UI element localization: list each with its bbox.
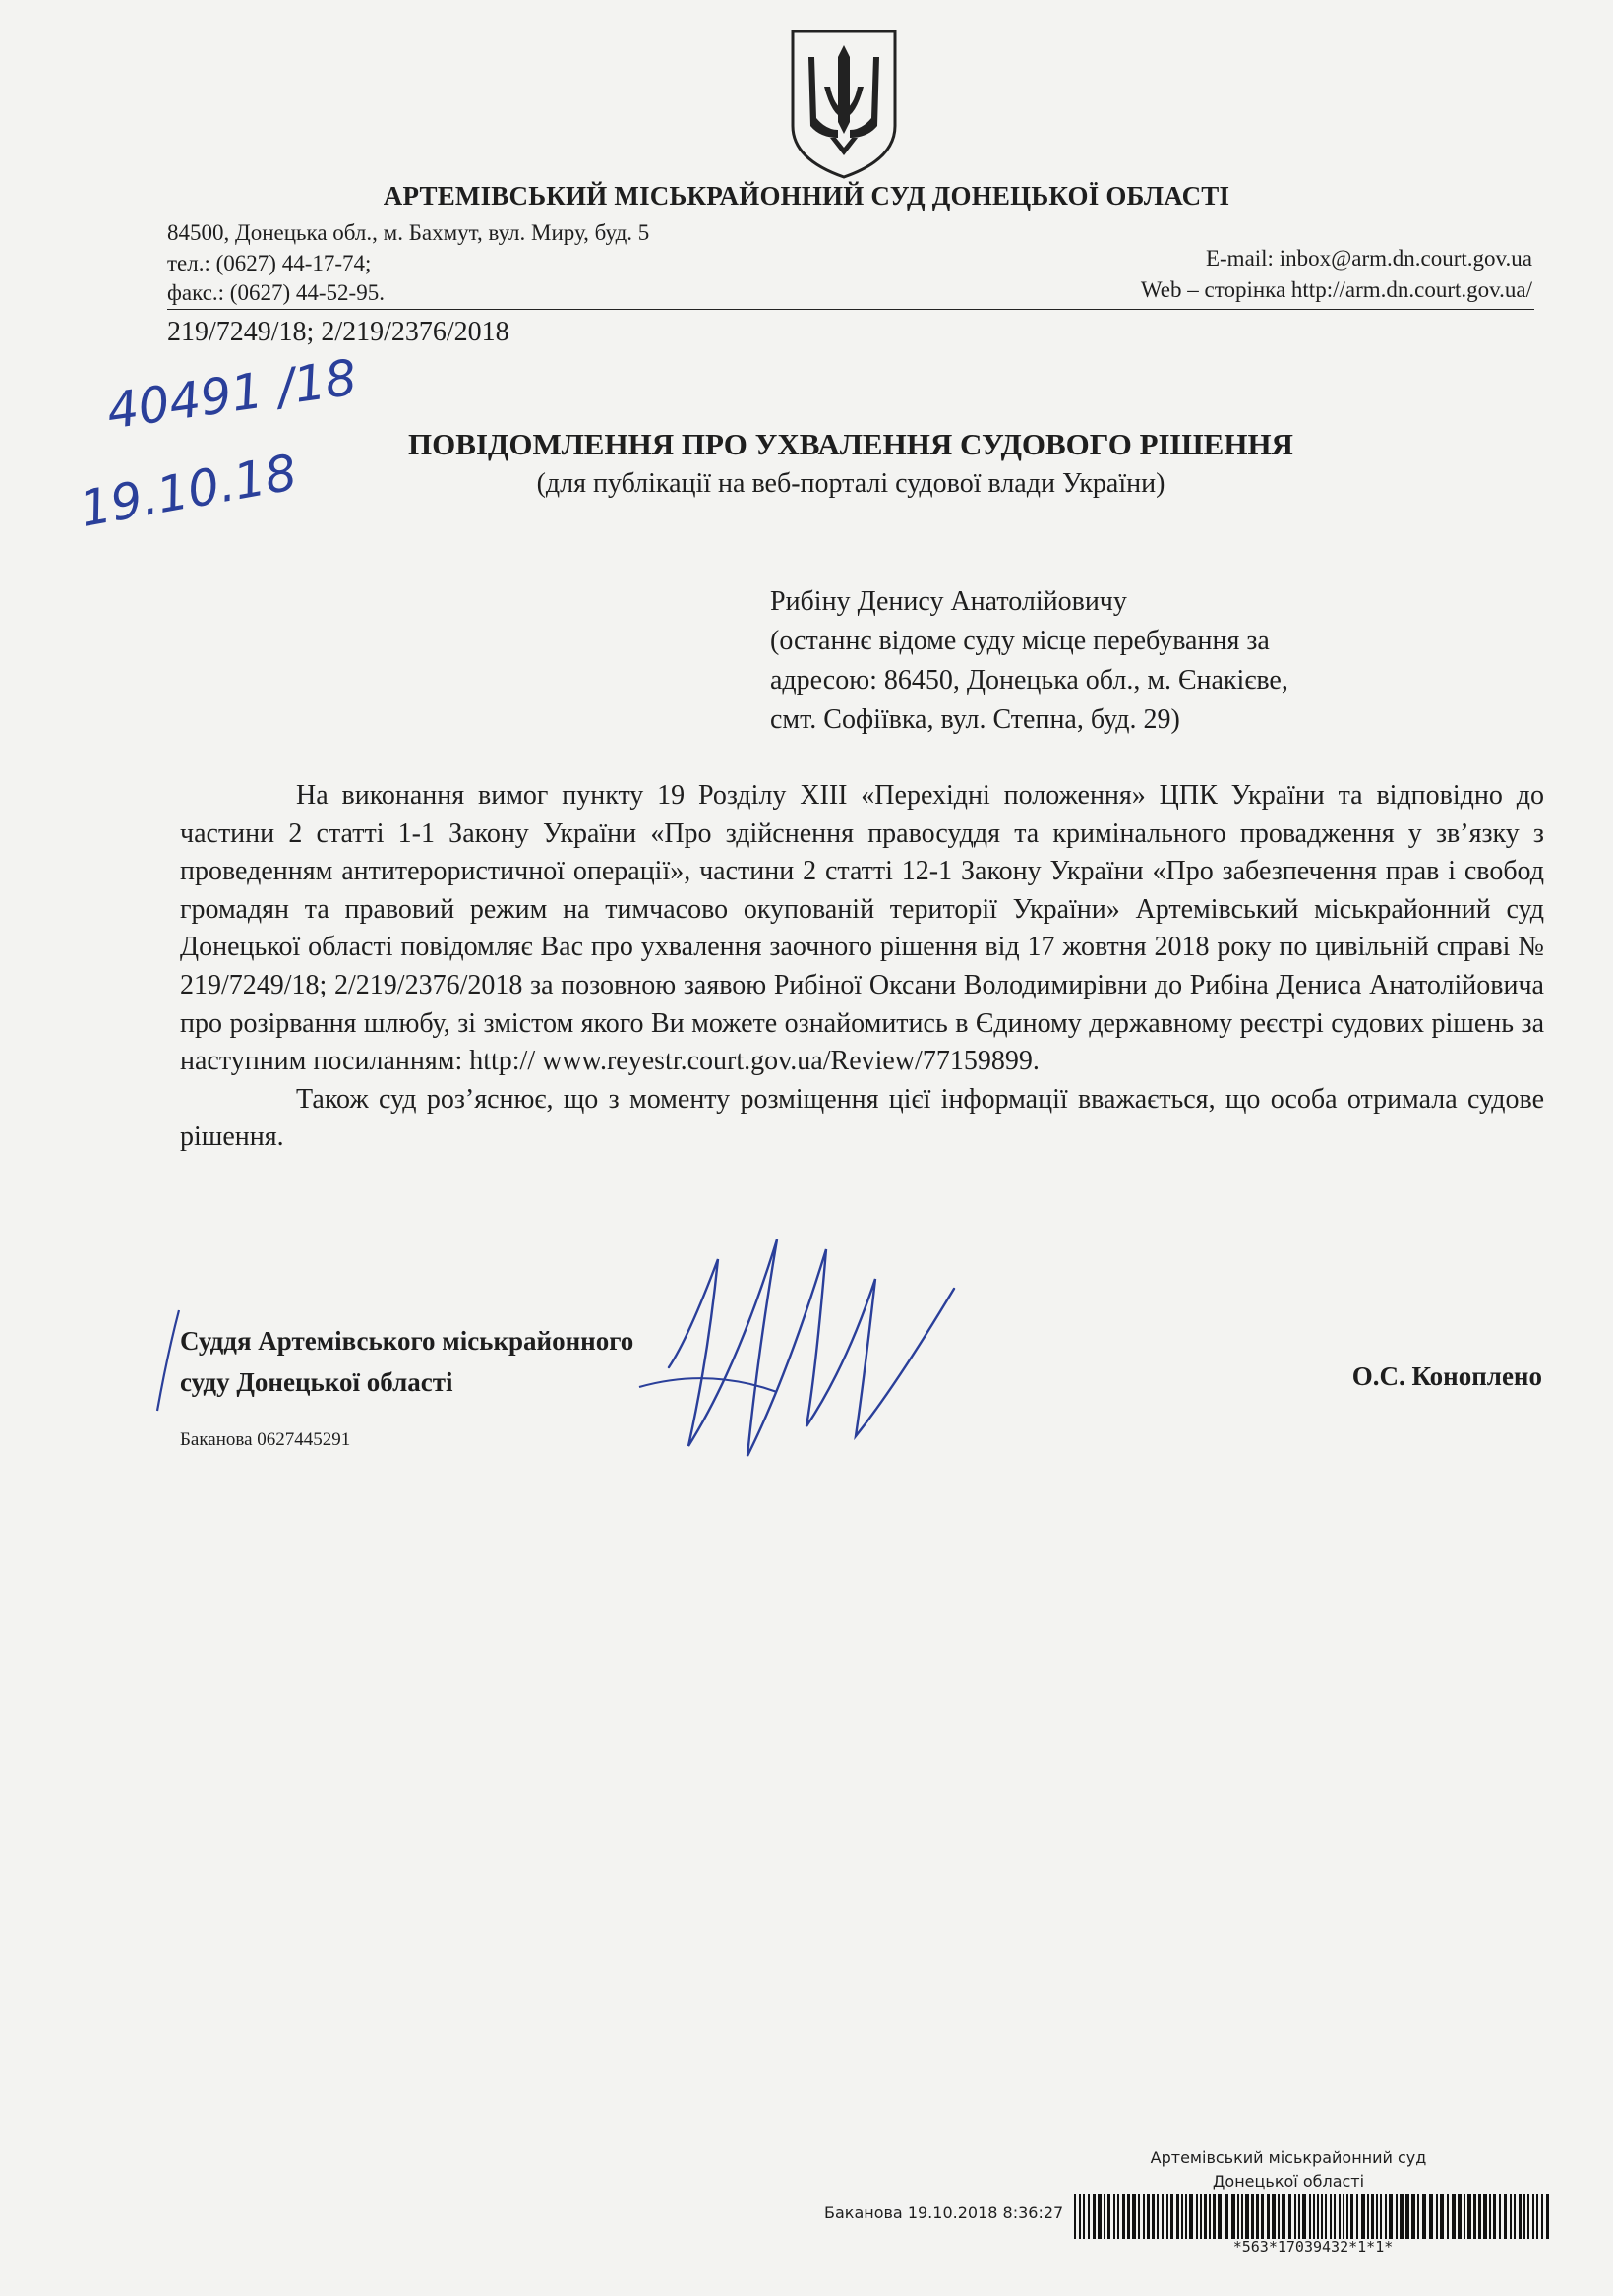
barcode-bar [1458, 2194, 1462, 2239]
barcode-bar [1385, 2194, 1387, 2239]
barcode-bar [1440, 2194, 1444, 2239]
barcode-bar [1493, 2194, 1496, 2239]
barcode-bar [1464, 2194, 1465, 2239]
barcode-bar [1302, 2194, 1306, 2239]
court-email: E-mail: inbox@arm.dn.court.gov.ua [1205, 246, 1532, 271]
barcode-bar [1371, 2194, 1374, 2239]
barcode-bar [1251, 2194, 1254, 2239]
recipient-name: Рибіну Денису Анатолійовичу [770, 586, 1127, 617]
barcode-bar [1241, 2194, 1243, 2239]
barcode-bar [1489, 2194, 1491, 2239]
stamp-org-line: Артемівський міськрайонний суд [1150, 2148, 1427, 2167]
barcode-bar [1546, 2194, 1549, 2239]
barcode-bar [1350, 2194, 1353, 2239]
recipient-address-line: смт. Софіївка, вул. Степна, буд. 29) [770, 704, 1180, 735]
barcode-bar [1422, 2194, 1426, 2239]
recipient-address-line: адресою: 86450, Донецька обл., м. Єнакієве, [770, 665, 1288, 695]
barcode-bar [1185, 2194, 1187, 2239]
stamp-org-line: Донецької області [1212, 2172, 1365, 2191]
barcode-bar [1122, 2194, 1125, 2239]
barcode-bar [1278, 2194, 1280, 2239]
barcode-bar [1113, 2194, 1115, 2239]
barcode-bar [1245, 2194, 1249, 2239]
barcode-bar [1452, 2194, 1456, 2239]
barcode-bar [1334, 2194, 1336, 2239]
case-numbers: 219/7249/18; 2/219/2376/2018 [167, 317, 509, 347]
barcode-bar [1166, 2194, 1168, 2239]
barcode-bar [1532, 2194, 1534, 2239]
barcode-bar [1088, 2194, 1090, 2239]
barcode-bar [1225, 2194, 1228, 2239]
barcode-bar [1213, 2194, 1216, 2239]
barcode-bar [1117, 2194, 1119, 2239]
barcode-bar [1541, 2194, 1543, 2239]
barcode-number: *563*17039432*1*1* [1232, 2238, 1394, 2256]
barcode-bar [1079, 2194, 1081, 2239]
coat-of-arms-icon [787, 28, 901, 181]
court-name: АРТЕМІВСЬКИЙ МІСЬКРАЙОННИЙ СУД ДОНЕЦЬКОЇ ОБЛАСТІ [383, 181, 1230, 211]
barcode-bar [1204, 2194, 1207, 2239]
barcode-bar [1104, 2194, 1105, 2239]
barcode-bar [1330, 2194, 1332, 2239]
header-divider [167, 309, 1534, 310]
barcode-bar [1405, 2194, 1409, 2239]
barcode-bar [1261, 2194, 1264, 2239]
judge-title-line: суду Донецької області [180, 1367, 453, 1397]
barcode-bar [1272, 2194, 1276, 2239]
body-text [180, 777, 1544, 1157]
barcode-bar [1282, 2194, 1285, 2239]
recipient-address-line: (останнє відоме суду місце перебування за [770, 626, 1270, 656]
barcode-bar [1181, 2194, 1183, 2239]
barcode-bar [1132, 2194, 1136, 2239]
executor-contact: Баканова 0627445291 [180, 1429, 351, 1450]
barcode-bar [1346, 2194, 1348, 2239]
court-fax: факс.: (0627) 44-52-95. [167, 280, 385, 305]
barcode-bar [1473, 2194, 1476, 2239]
barcode-bar [1127, 2194, 1130, 2239]
court-address: 84500, Донецька обл., м. Бахмут, вул. Миру, буд. 5 [167, 220, 650, 245]
signature-icon [629, 1220, 984, 1476]
barcode-bar [1510, 2194, 1512, 2239]
barcode-bar [1478, 2194, 1481, 2239]
barcode-bar [1343, 2194, 1344, 2239]
barcode-bar [1317, 2194, 1319, 2239]
barcode-bar [1536, 2194, 1538, 2239]
handwritten-reg-number: 40491 /18 [103, 348, 361, 441]
barcode-bar [1367, 2194, 1369, 2239]
barcode-bar [1294, 2194, 1296, 2239]
barcode-bar [1267, 2194, 1270, 2239]
barcode-bar [1389, 2194, 1393, 2239]
recipient-block [770, 582, 1288, 740]
barcode-bar [1356, 2194, 1358, 2239]
barcode-bar [1157, 2194, 1159, 2239]
stamp-registered: Баканова 19.10.2018 8:36:27 [824, 2204, 1064, 2222]
body-paragraph: На виконання вимог пункту 19 Розділу XIII «Перехідні положення» ЦПК України та відповідно до частини 2 статті 1-1 Закону України «Про здійснення правосуддя та кримінального провадження у зв’язку з проведенням антитерористичної операції», частини 2 статті 12-1 Закону України «Про забезпечення прав і свобод громадян та правовий режим на тимчасово окупованій території України» Артемівський міськрайонний суд Донецької області повідомляє Вас про ухвалення заочного рішення від 17 жовтня 2018 року по цивільній справі № 219/7249/18; 2/219/2376/2018 за позовною заявою Рибіної Оксани Володимирівни до Рибіна Дениса Анатолійовича про розірвання шлюбу, зі змістом якого Ви можете ознайомитись в Єдиному державному реєстрі судових рішень за наступним посиланням: http:// www.reyestr.court.gov.ua/Review/77159899. [180, 780, 1544, 1077]
judge-title [180, 1320, 633, 1403]
barcode-bar [1170, 2194, 1173, 2239]
barcode-bar [1288, 2194, 1291, 2239]
barcode-bar [1321, 2194, 1323, 2239]
barcode-bar [1411, 2194, 1415, 2239]
handwritten-reg-date: 19.10.18 [75, 444, 302, 538]
barcode-bar [1107, 2194, 1110, 2239]
judge-name: О.С. Коноплено [1351, 1361, 1542, 1391]
barcode-bar [1162, 2194, 1164, 2239]
barcode-bar [1152, 2194, 1155, 2239]
barcode-bar [1313, 2194, 1315, 2239]
barcode-bar [1400, 2194, 1404, 2239]
barcode-bar [1483, 2194, 1487, 2239]
barcode-bar [1143, 2194, 1145, 2239]
barcode-bar [1309, 2194, 1311, 2239]
barcode-bar [1138, 2194, 1140, 2239]
barcode-bar [1527, 2194, 1529, 2239]
barcode-bar [1256, 2194, 1259, 2239]
barcode-bar [1396, 2194, 1398, 2239]
barcode-bar [1376, 2194, 1378, 2239]
barcode-bar [1231, 2194, 1235, 2239]
body-paragraph: Також суд роз’яснює, що з моменту розміщення цієї інформації вважається, що особа отримала судове рішення. [180, 1083, 1544, 1153]
document-subtitle: (для публікації на веб-порталі судової влади України) [536, 468, 1165, 499]
barcode-bar [1504, 2194, 1507, 2239]
barcode-bar [1200, 2194, 1202, 2239]
court-website: Web – сторінка http://arm.dn.court.gov.ua/ [1140, 277, 1532, 302]
barcode-bar [1176, 2194, 1179, 2239]
barcode-bar [1514, 2194, 1516, 2239]
barcode-bar [1196, 2194, 1198, 2239]
barcode-bar [1209, 2194, 1211, 2239]
barcode-bar [1237, 2194, 1239, 2239]
document-title: ПОВІДОМЛЕННЯ ПРО УХВАЛЕННЯ СУДОВОГО РІШЕННЯ [408, 427, 1293, 461]
barcode-bar [1417, 2194, 1419, 2239]
barcode-bar [1361, 2194, 1365, 2239]
barcode-bar [1499, 2194, 1501, 2239]
barcode-bar [1074, 2194, 1076, 2239]
barcode-bar [1429, 2194, 1433, 2239]
barcode-bar [1218, 2194, 1222, 2239]
barcode-bar [1380, 2194, 1382, 2239]
barcode-bar [1519, 2194, 1522, 2239]
barcode-bar [1093, 2194, 1096, 2239]
barcode-bar [1298, 2194, 1300, 2239]
barcode-bar [1447, 2194, 1449, 2239]
barcode-bar [1467, 2194, 1471, 2239]
barcode-bar [1523, 2194, 1525, 2239]
signature-stroke-icon [153, 1306, 183, 1415]
barcode-bar [1098, 2194, 1102, 2239]
judge-title-line: Суддя Артемівського міськрайонного [180, 1326, 634, 1356]
barcode-bar [1147, 2194, 1150, 2239]
barcode-bar [1339, 2194, 1341, 2239]
barcode-bar [1083, 2194, 1085, 2239]
barcode-bar [1325, 2194, 1327, 2239]
court-phone: тел.: (0627) 44-17-74; [167, 251, 372, 275]
barcode-bar [1189, 2194, 1193, 2239]
barcode-icon [1072, 2194, 1554, 2241]
barcode-bar [1436, 2194, 1438, 2239]
